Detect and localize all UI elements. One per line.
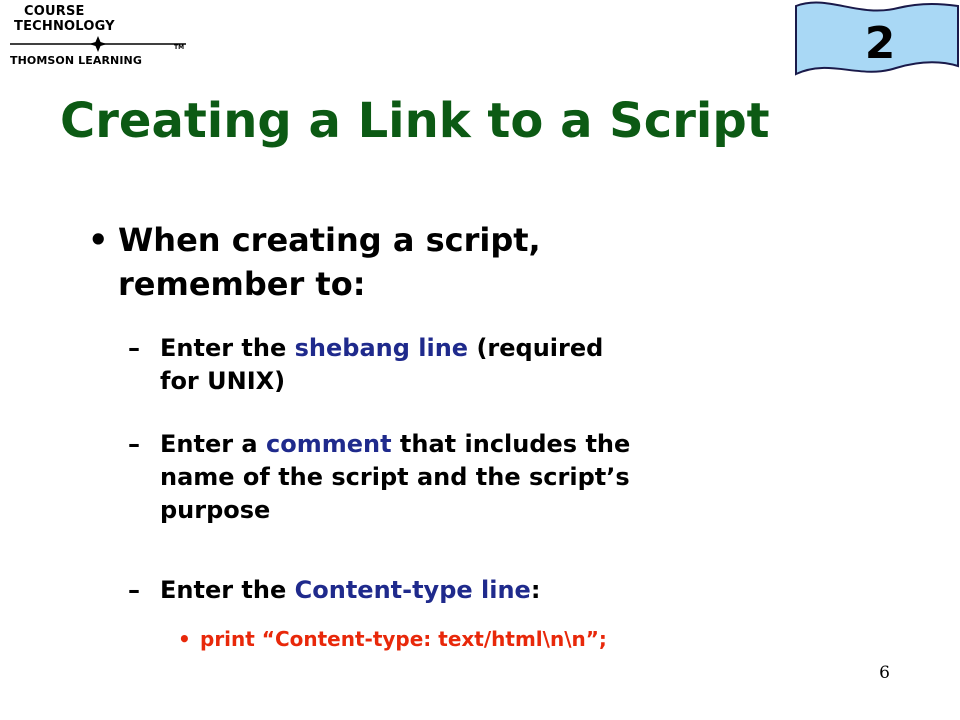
sub-item-shebang	[128, 332, 888, 398]
code-bullet	[178, 624, 878, 654]
sub-item-content-type	[128, 574, 888, 607]
code-bullet-text: print “Content-type: text/html\n\n”;	[200, 627, 607, 651]
sub-item-continuation-1: name of the script and the script’s	[160, 463, 630, 491]
dash-icon: –	[128, 334, 140, 362]
sub-item-continuation: for UNIX)	[160, 367, 286, 395]
slide-title: Creating a Link to a Script	[60, 93, 770, 149]
sub-item-pre: Enter a	[160, 430, 266, 458]
highlight-term-content-type-line: Content-type line	[294, 576, 531, 604]
logo-line-thomson-learning: THOMSON LEARNING	[10, 54, 142, 67]
sub-item-text	[160, 574, 888, 607]
sub-item-pre: Enter the	[160, 576, 295, 604]
sub-item-comment	[128, 428, 888, 527]
sub-item-text	[160, 332, 888, 365]
dash-icon: –	[128, 430, 140, 458]
sub-item-post: :	[530, 576, 541, 604]
logo-line-course: COURSE	[24, 4, 85, 19]
sub-item-post: that includes the	[391, 430, 631, 458]
main-bullet-line-1: When creating a script,	[118, 221, 541, 259]
chapter-number: 2	[864, 18, 896, 69]
sub-item-text	[160, 428, 888, 461]
logo-trademark: TM	[174, 44, 185, 51]
bullet-icon: •	[88, 221, 109, 259]
sub-item-continuation-2: purpose	[160, 496, 271, 524]
main-bullet-line-2: remember to:	[118, 265, 366, 303]
sub-item-post: (required	[468, 334, 604, 362]
bullet-icon: •	[178, 627, 191, 651]
sub-item-pre: Enter the	[160, 334, 295, 362]
highlight-term-shebang-line: shebang line	[294, 334, 469, 362]
page-number: 6	[879, 663, 890, 683]
highlight-term-comment: comment	[265, 430, 392, 458]
logo-line-technology: TECHNOLOGY	[14, 19, 115, 34]
dash-icon: –	[128, 576, 140, 604]
main-bullet	[88, 218, 808, 306]
